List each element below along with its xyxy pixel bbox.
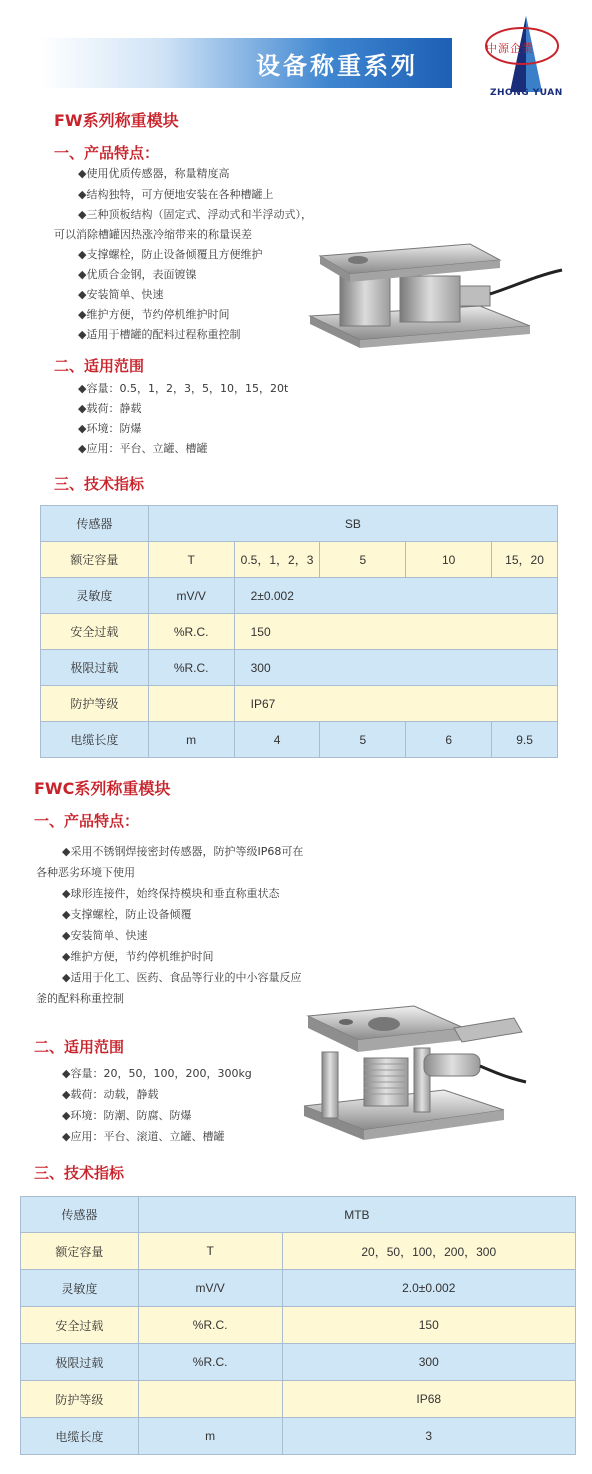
safe-overload-value: 150 <box>282 1307 575 1344</box>
cable-length-unit: m <box>138 1418 282 1455</box>
sensitivity-unit: mV/V <box>138 1270 282 1307</box>
table-row <box>41 650 558 686</box>
fw-features-heading: 一、产品特点： <box>54 144 160 162</box>
capacity-unit: T <box>148 542 234 578</box>
fw-feature: ◆适用于槽罐的配料过程称重控制 <box>78 328 241 341</box>
logo-english-name: ZHONG YUAN <box>490 88 563 98</box>
sensitivity-unit: mV/V <box>148 578 234 614</box>
protection-value: IP68 <box>282 1381 575 1418</box>
fw-scope-item: ◆环境：防爆 <box>78 422 142 435</box>
fwc-features-heading: 一、产品特点： <box>34 812 140 830</box>
fw-scope-heading: 二、适用范围 <box>54 357 145 375</box>
logo-chinese-name: 中源企業 <box>486 42 534 55</box>
table-row <box>41 542 558 578</box>
capacity-value: 15，20 <box>492 542 558 578</box>
fw-feature: ◆使用优质传感器，称量精度高 <box>78 167 230 180</box>
protection-unit <box>138 1381 282 1418</box>
table-row <box>41 686 558 722</box>
fwc-feature: ◆支撑螺栓，防止设备倾覆 <box>62 908 192 921</box>
limit-overload-unit: %R.C. <box>138 1344 282 1381</box>
fwc-feature: ◆适用于化工、医药、食品等行业的中小容量反应 <box>62 971 302 984</box>
sensor-label: 传感器 <box>41 506 149 542</box>
fw-scope-item: ◆容量：0.5，1，2，3，5，10，15，20t <box>78 382 289 395</box>
fwc-scope-item: ◆环境：防潮、防腐、防爆 <box>62 1109 192 1122</box>
capacity-value: 0.5，1，2，3 <box>234 542 320 578</box>
limit-overload-value: 300 <box>282 1344 575 1381</box>
fwc-scope-item: ◆应用：平台、滚道、立罐、槽罐 <box>62 1130 225 1143</box>
table-row <box>41 578 558 614</box>
table-row <box>21 1381 576 1418</box>
fwc-feature: 釜的配料称重控制 <box>36 992 124 1005</box>
table-row <box>21 1197 576 1233</box>
sensitivity-value: 2.0±0.002 <box>282 1270 575 1307</box>
sensitivity-value: 2±0.002 <box>234 578 557 614</box>
cable-length-value: 6 <box>406 722 492 758</box>
fwc-scope-item: ◆容量：20，50，100，200，300kg <box>62 1067 252 1080</box>
capacity-unit: T <box>138 1233 282 1270</box>
fw-feature: ◆结构独特，可方便地安装在各种槽罐上 <box>78 188 274 201</box>
cable-length-label: 电缆长度 <box>21 1418 139 1455</box>
fwc-spec-table <box>20 1196 576 1455</box>
fw-feature: ◆三种顶板结构（固定式、浮动式和半浮动式）， <box>78 208 312 221</box>
safe-overload-unit: %R.C. <box>148 614 234 650</box>
safe-overload-label: 安全过载 <box>21 1307 139 1344</box>
limit-overload-value: 300 <box>234 650 557 686</box>
cable-length-value: 4 <box>234 722 320 758</box>
fw-feature: ◆优质合金钢，表面镀镍 <box>78 268 197 281</box>
safe-overload-value: 150 <box>234 614 557 650</box>
fwc-feature: ◆维护方便，节约停机维护时间 <box>62 950 214 963</box>
table-row <box>21 1344 576 1381</box>
table-row <box>21 1418 576 1455</box>
fwc-scope-item: ◆载荷：动载，静载 <box>62 1088 159 1101</box>
protection-value: IP67 <box>234 686 557 722</box>
protection-label: 防护等级 <box>41 686 149 722</box>
fw-scope-item: ◆应用：平台、立罐、槽罐 <box>78 442 208 455</box>
capacity-label: 额定容量 <box>21 1233 139 1270</box>
capacity-value: 20，50，100，200，300 <box>282 1233 575 1270</box>
fwc-feature: ◆安装简单、快速 <box>62 929 148 942</box>
fw-weighing-module-image <box>300 236 570 356</box>
fw-feature: ◆维护方便，节约停机维护时间 <box>78 308 230 321</box>
fw-feature: ◆安装简单、快速 <box>78 288 164 301</box>
protection-unit <box>148 686 234 722</box>
fw-feature: 可以消除槽罐因热涨冷缩带来的称量误差 <box>54 228 252 241</box>
cable-length-value: 5 <box>320 722 406 758</box>
sensor-value: SB <box>148 506 557 542</box>
banner-title: 设备称重系列 <box>40 38 452 88</box>
table-row <box>21 1233 576 1270</box>
fwc-feature: ◆采用不锈钢焊接密封传感器，防护等级IP68可在 <box>62 845 304 858</box>
limit-overload-unit: %R.C. <box>148 650 234 686</box>
table-row <box>21 1307 576 1344</box>
protection-label: 防护等级 <box>21 1381 139 1418</box>
table-row <box>41 614 558 650</box>
safe-overload-unit: %R.C. <box>138 1307 282 1344</box>
limit-overload-label: 极限过载 <box>41 650 149 686</box>
fw-scope-item: ◆载荷：静载 <box>78 402 142 415</box>
sensitivity-label: 灵敏度 <box>41 578 149 614</box>
sensor-value: MTB <box>138 1197 575 1233</box>
fw-feature: ◆支撑螺栓，防止设备倾覆且方便维护 <box>78 248 263 261</box>
fwc-weighing-module-image <box>294 998 530 1158</box>
fwc-feature: 各种恶劣环境下使用 <box>36 866 135 879</box>
fw-spec-heading: 三、技术指标 <box>54 475 145 493</box>
fwc-spec-heading: 三、技术指标 <box>34 1164 125 1182</box>
sensitivity-label: 灵敏度 <box>21 1270 139 1307</box>
fwc-feature: ◆球形连接件，始终保持模块和垂直称重状态 <box>62 887 280 900</box>
table-row <box>21 1270 576 1307</box>
sensor-label: 传感器 <box>21 1197 139 1233</box>
fw-spec-table <box>40 505 558 758</box>
cable-length-value: 3 <box>282 1418 575 1455</box>
capacity-value: 5 <box>320 542 406 578</box>
capacity-value: 10 <box>406 542 492 578</box>
cable-length-label: 电缆长度 <box>41 722 149 758</box>
capacity-label: 额定容量 <box>41 542 149 578</box>
cable-length-value: 9.5 <box>492 722 558 758</box>
table-row <box>41 722 558 758</box>
limit-overload-label: 极限过载 <box>21 1344 139 1381</box>
fw-title: FW系列称重模块 <box>54 111 179 130</box>
fwc-scope-heading: 二、适用范围 <box>34 1038 125 1056</box>
fwc-title: FWC系列称重模块 <box>34 779 171 798</box>
table-row <box>41 506 558 542</box>
safe-overload-label: 安全过载 <box>41 614 149 650</box>
cable-length-unit: m <box>148 722 234 758</box>
